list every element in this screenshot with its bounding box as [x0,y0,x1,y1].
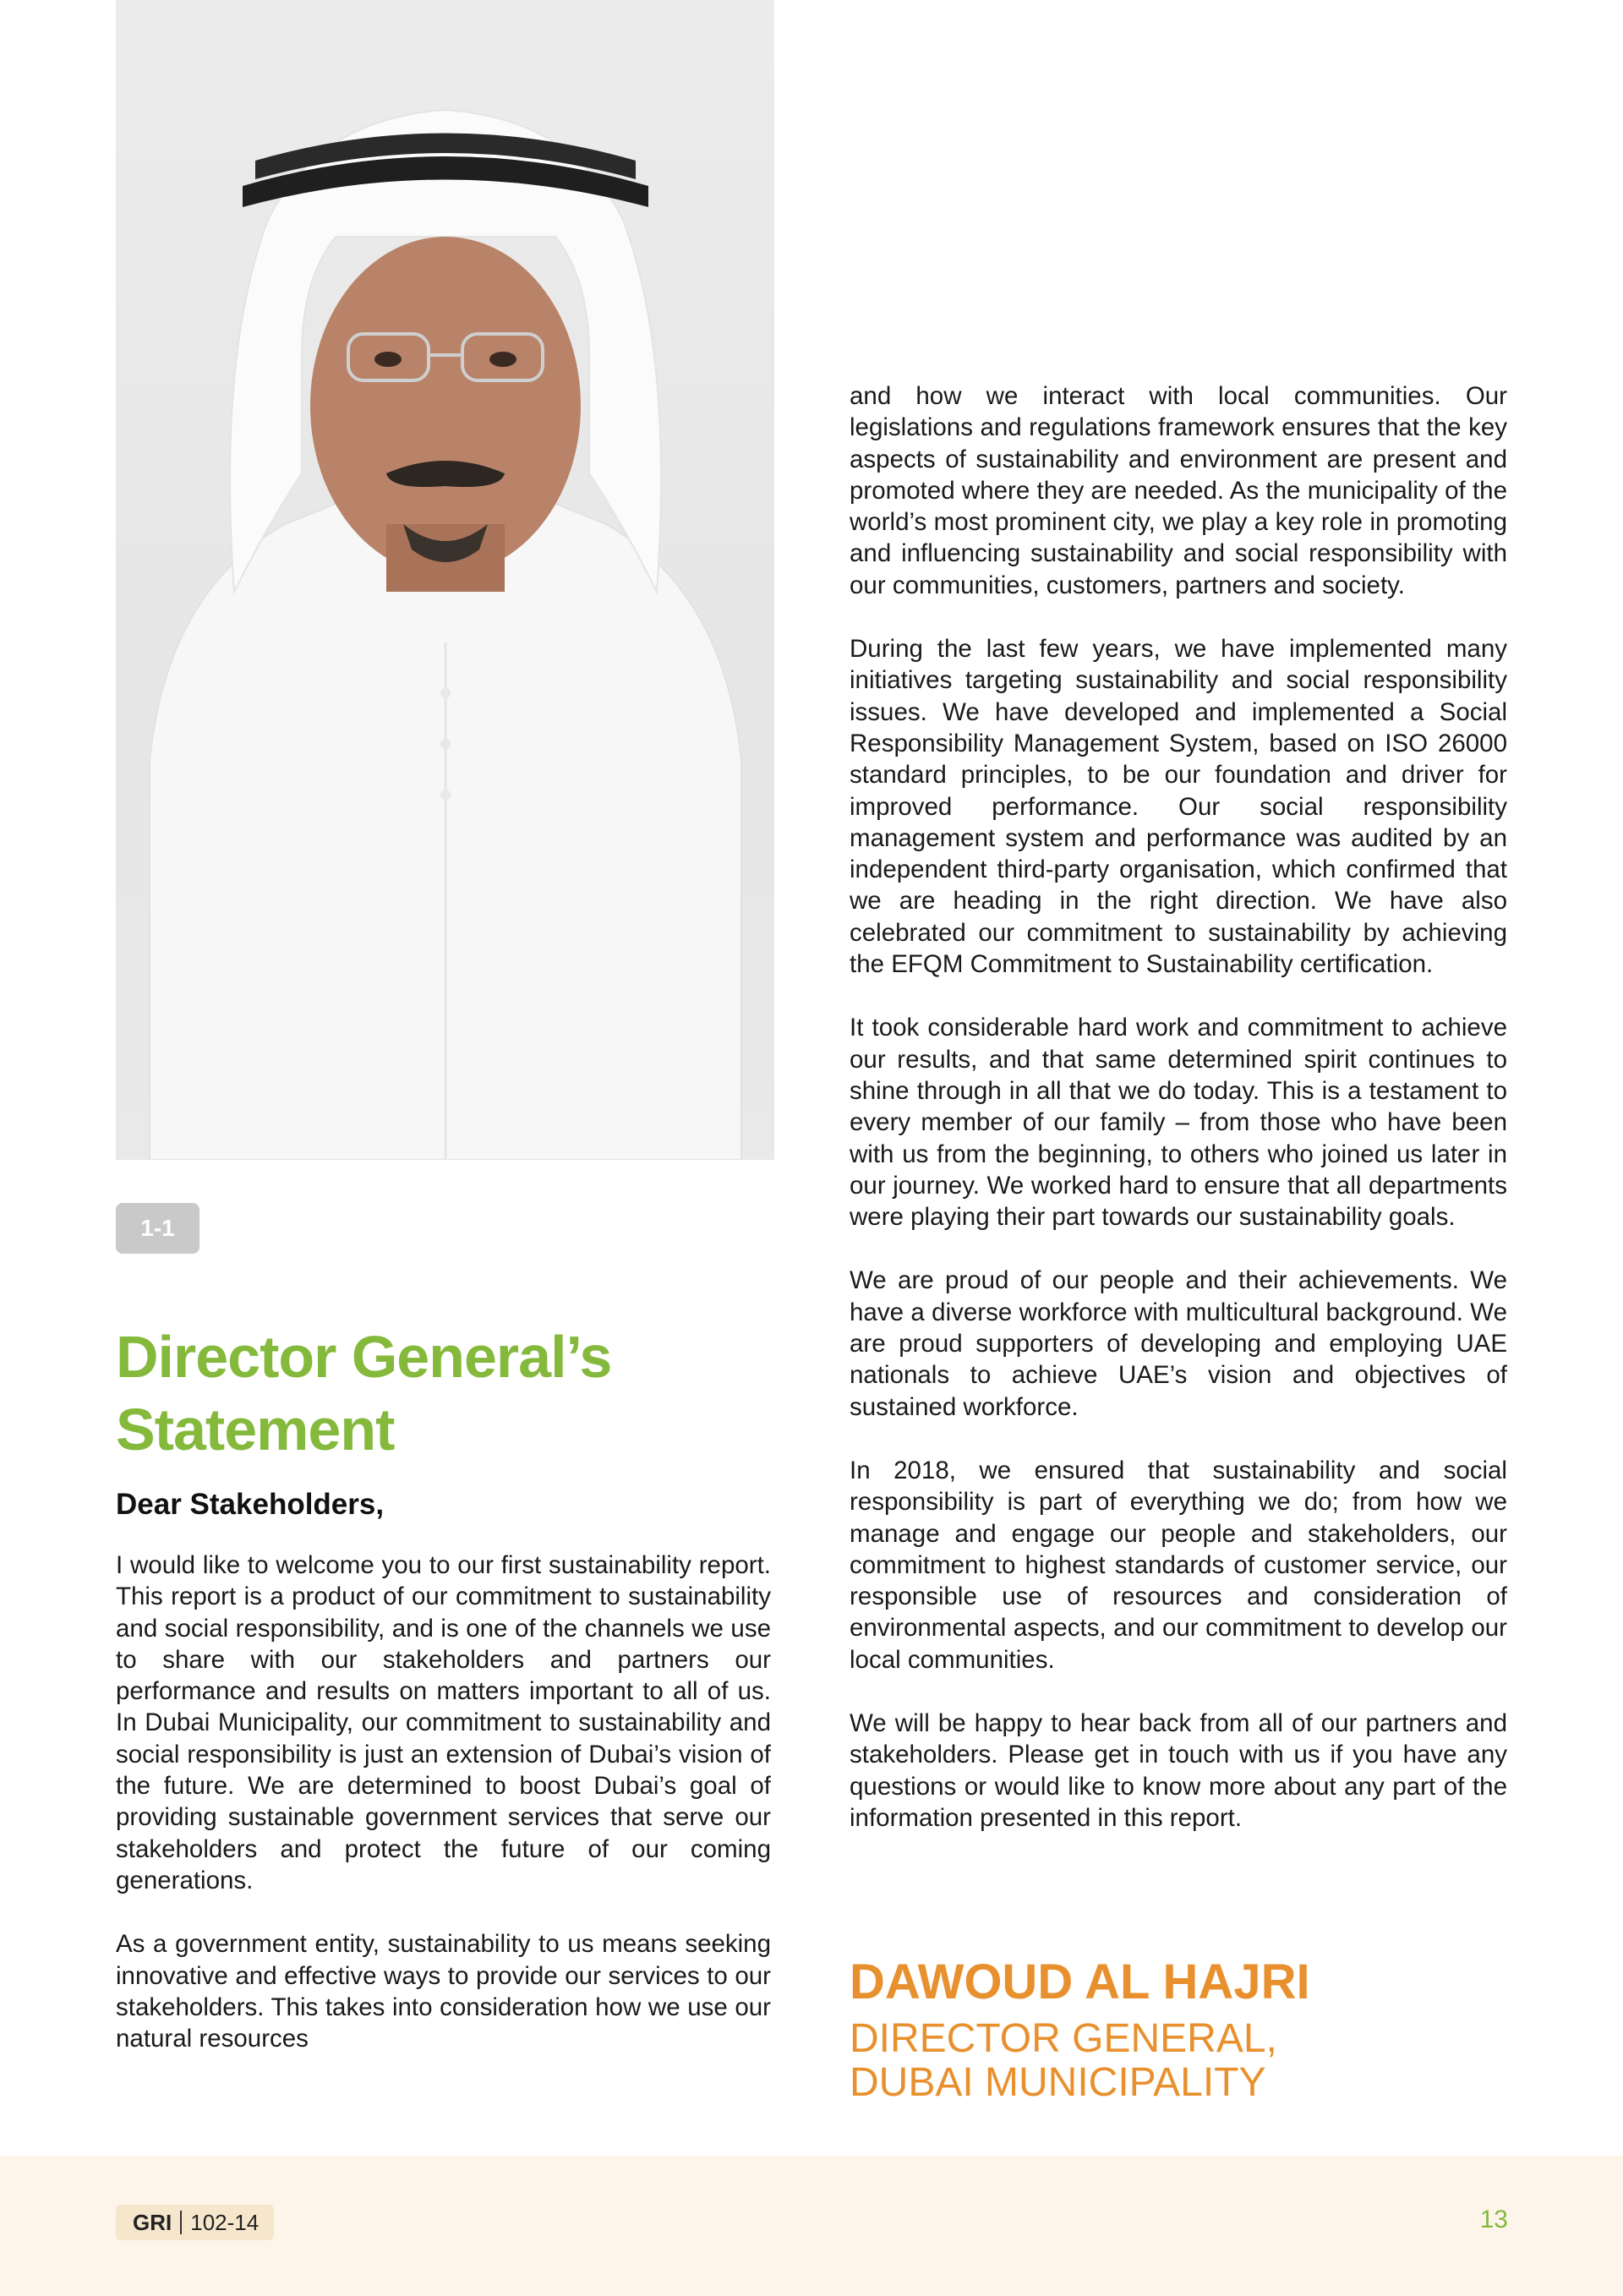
page-title [116,1320,775,1466]
paragraph: We are proud of our people and their achievements. We have a diverse workforce with multicultural background. We are proud supporters of developing and employing UAE nationals to achieve UAE’s vision and objectives of sustained workforce. [850,1266,1507,1421]
gri-divider [180,2211,182,2234]
paragraph: In 2018, we ensured that sustainability and social responsibility is part of everything we do; from how we manage and engage our people and stakeholders, our commitment to highest standards of customer service, our responsible use of resources and consideration of environmental aspects, and our commitment to develop our local communities. [850,1456,1507,1674]
signatory-name: DAWOUD AL HAJRI [850,1954,1310,2009]
page-number: 13 [1479,2206,1508,2233]
paragraph: and how we interact with local communities. Our legislations and regulations framework ensures that the key aspects of sustainability and environment are present and promoted where they are needed. As the municipality of the world’s most prominent city, we play a key role in promoting and influencing sustainability and social responsibility with our communities, customers, partners and society. [850,382,1507,599]
page-title-line-1: Director General’s [116,1324,612,1390]
greeting: Dear Stakeholders, [116,1488,385,1521]
left-text-column [116,1550,771,2054]
portrait-illustration [116,0,774,1160]
gri-code: 102-14 [190,2209,260,2235]
gri-reference-badge [116,2205,274,2240]
paragraph: During the last few years, we have implemented many initiatives targeting sustainability and social responsibility issues. We have developed and implemented a Social Responsibility Management System, based on ISO 26000 standard principles, to be our foundation and driver for improved performance. Our social responsibility management system and performance was audited by an independent third-party organisation, which confirmed that we are heading in the right direction. We have also celebrated our commitment to sustainability by achieving the EFQM Commitment to Sustainability certification. [850,635,1507,979]
section-number-badge: 1-1 [116,1203,199,1254]
paragraph: I would like to welcome you to our first sustainability report. This report is a product of our commitment to sustainability and social responsibility, and is one of the channels we use to share with our stakeholders and partners our performance and results on matters important to all of us. In Dubai Municipality, our commitment to sustainability and social responsibility is just an extension of Dubai’s vision of the future. We are determined to boost Dubai’s goal of providing sustainable government services that serve our stakeholders and protect the future of our coming generations. [116,1551,771,1894]
paragraph: We will be happy to hear back from all of our partners and stakeholders. Please get in touch with us if you have any questions or would like to know more about any part of the information presented in this report. [850,1708,1507,1832]
signatory-role [850,2017,1543,2105]
portrait-photo [116,0,774,1160]
signatory-role-line-2: DUBAI MUNICIPALITY [850,2060,1266,2105]
right-text-column [850,380,1507,1834]
signature-block [850,1953,1543,2105]
page-title-line-2: Statement [116,1397,395,1462]
paragraph: It took considerable hard work and commitment to achieve our results, and that same determined spirit continues to shine through in all that we do today. This is a testament to every member of our family – from those who have been with us from the beginning, to others who joined us later in our journey. We worked hard to ensure that all departments were playing their part towards our sustainability goals. [850,1014,1507,1232]
gri-label: GRI [133,2209,172,2235]
paragraph: As a government entity, sustainability to us means seeking innovative and effective ways to provide our services to our stakeholders. This takes into consideration how we use our natural resources [116,1930,771,2053]
signatory-role-line-1: DIRECTOR GENERAL, [850,2016,1277,2061]
